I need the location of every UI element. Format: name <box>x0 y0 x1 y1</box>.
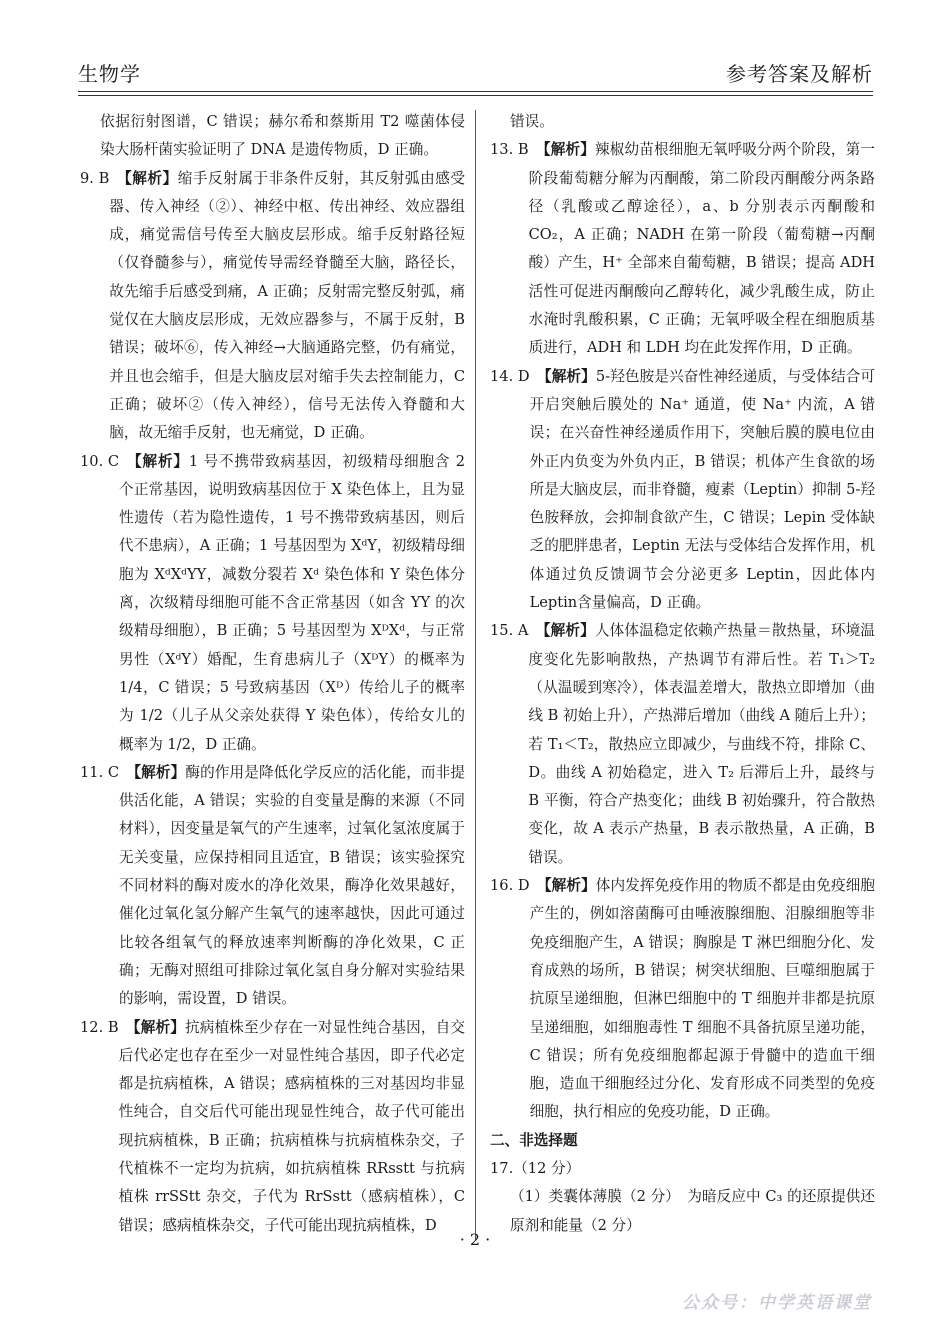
question-10 <box>80 448 465 759</box>
continued-text: 错误。 <box>510 113 554 130</box>
left-column <box>80 108 465 1240</box>
question-body <box>119 448 465 759</box>
analysis-text: 1 号不携带致病基因，初级精母细胞含 2 个正常基因，说明致病基因位于 X 染色体上，且为显性遗传（若为隐性遗传，1 号不携带致病基因，则后代不患病），A 正确；1 号基因型为 XᵈY，初级精母细胞为 XᵈXᵈYY，减数分裂若 Xᵈ 染色体和 Y 染色体分离，次级精母细胞可能不含正常基因（如含 YY 的次级精母细胞），B 正确；5 号基因型为 XᴰXᵈ，与正常男性（XᵈY）婚配，生育患病儿子（XᴰY）的概率为 1/4，C 错误；5 号致病基因（Xᴰ）传给儿子的概率为 1/2（儿子从父亲处获得 Y 染色体），传给女儿的概率为 1/2，D 正确。 <box>119 452 465 753</box>
analysis-text: 酶的作用是降低化学反应的活化能，而非提供活化能，A 错误；实验的自变量是酶的来源（不同材料），因变量是氧气的产生速率，过氧化氢浓度属于无关变量，应保持相同且适宜，B 错误；该实验探究不同材料的酶对废水的净化效果，酶净化效果越好，催化过氧化氢分解产生氧气的速率越快，因此可通过比较各组氧气的释放速率判断酶的净化效果，C 正确；无酶对照组可排除过氧化氢自身分解对实验结果的影响，需设置，D 错误。 <box>119 763 465 1008</box>
analysis-text: 缩手反射属于非条件反射，其反射弧由感受器、传入神经（②）、神经中枢、传出神经、效应器组成，痛觉需信号传至大脑皮层形成。缩手反射路径短（仅脊髓参与），痛觉传导需经脊髓至大脑，路径长，故先缩手后感受到痛，A 正确；反射需完整反射弧，痛觉仅在大脑皮层形成，无效应器参与，不属于反射，B 错误；破坏⑥，传入神经→大脑通路完整，仍有痛觉，并且也会缩手，但是大脑皮层对缩手失去控制能力，C 正确；破坏②（传入神经），信号无法传入脊髓和大脑，故无缩手反射，也无痛觉，D 正确。 <box>109 169 465 442</box>
question-body <box>530 363 875 618</box>
question-11 <box>80 759 465 1014</box>
question-body <box>528 617 875 872</box>
column-divider <box>475 110 476 1240</box>
question-number: 11. C <box>80 763 120 781</box>
analysis-text: 体内发挥免疫作用的物质不都是由免疫细胞产生的，例如溶菌酶可由唾液腺细胞、泪腺细胞等非免疫细胞产生，A 错误；胸腺是 T 淋巴细胞分化、发育成熟的场所，B 错误；树突状细胞、巨噬细胞属于抗原呈递细胞，但淋巴细胞中的 T 细胞并非都是抗原呈递细胞，如细胞毒性 T 细胞不具备抗原呈递功能，C 错误；所有免疫细胞都起源于骨髓中的造血干细胞，造血干细胞经过分化、发育形成不同类型的免疫细胞，执行相应的免疫功能，D 正确。 <box>529 877 875 1121</box>
continued-text: 依据衍射图谱，C 错误；赫尔希和蔡斯用 T2 噬菌体侵染大肠杆菌实验证明了 DNA 是遗传物质，D 正确。 <box>100 113 465 159</box>
question-number: 15. A <box>490 622 529 640</box>
question-number: 13. B <box>490 141 529 159</box>
page-number: · 2 · <box>459 1230 491 1249</box>
analysis-text: 5-羟色胺是兴奋性神经递质，与受体结合可开启突触后膜处的 Na⁺ 通道，使 Na⁺ 内流，A 错误；在兴奋性神经递质作用下，突触后膜的膜电位由外正内负变为外负内正，B 错误；机体产生食欲的场所是大脑皮层，而非脊髓，瘦素（Leptin）抑制 5-羟色胺释放，会抑制食欲产生，C 错误；Lepin 受体缺乏的肥胖患者，Leptin 无法与受体结合发挥作用，机体通过负反馈调节会分泌更多 Leptin，因此体内 Leptin含量偏高，D 正确。 <box>529 367 875 612</box>
subject-title: 生物学 <box>78 62 141 86</box>
question-17-answer-1: （1）类囊体薄膜（2 分） 为暗反应中 C₃ 的还原提供还原剂和能量（2 分） <box>510 1188 875 1234</box>
question-number: 10. C <box>80 452 120 470</box>
watermark: 公众号：中学英语课堂 <box>682 1293 872 1313</box>
question-number: 9. B <box>80 169 110 187</box>
analysis-tag: 【解析】 <box>126 763 186 781</box>
question-number: 12. B <box>80 1018 119 1036</box>
analysis-text: 人体体温稳定依赖产热量＝散热量，环境温度变化先影响散热，产热调节有滞后性。若 T₁＞T₂（从温暖到寒冷），体表温差增大，散热立即增加（曲线 B 初始上升），产热滞后增加（曲线 A 随后上升）；若 T₁＜T₂，散热应立即减少，与曲线不符，排除 C、D。曲线 A 初始稳定，进入 T₂ 后滞后上升，最终与 B 平衡，符合产热变化；曲线 B 初始骤升，符合散热变化，故 A 表示产热量，B 表示散热量，A 正确，B 错误。 <box>528 622 875 866</box>
question-body <box>119 759 465 1014</box>
analysis-tag: 【解析】 <box>535 622 595 640</box>
section-title: 参考答案及解析 <box>726 62 873 86</box>
question-number: 16. D <box>490 877 530 895</box>
question-14 <box>490 363 875 618</box>
analysis-tag: 【解析】 <box>535 141 595 159</box>
question-number: 14. D <box>490 367 530 385</box>
question-body <box>529 136 875 362</box>
header-rule-thin <box>78 95 873 96</box>
analysis-tag: 【解析】 <box>126 452 189 470</box>
question-17-number: 17.（12 分） <box>490 1159 581 1177</box>
analysis-text: 辣椒幼苗根细胞无氧呼吸分两个阶段，第一阶段葡萄糖分解为丙酮酸，第二阶段丙酮酸分两条路径（乳酸或乙醇途径），a、b 分别表示丙酮酸和 CO₂，A 正确；NADH 在第一阶段（葡萄糖→丙酮酸）产生，H⁺ 全部来自葡萄糖，B 错误；提高 ADH 活性可促进丙酮酸向乙醇转化，减少乳酸生成，防止水淹时乳酸积累，C 正确；无氧呼吸全程在细胞质基质进行，ADH 和 LDH 均在此发挥作用，D 正确。 <box>528 141 875 357</box>
question-body <box>119 1014 465 1240</box>
analysis-tag: 【解析】 <box>125 1018 185 1036</box>
right-column <box>490 108 875 1240</box>
question-12 <box>80 1014 465 1240</box>
question-13 <box>490 136 875 362</box>
analysis-text: 抗病植株至少存在一对显性纯合基因，自交后代必定也存在至少一对显性纯合基因，即子代必定都是抗病植株，A 错误；感病植株的三对基因均非显性纯合，自交后代可能出现显性纯合，故子代可能出现抗病植株，B 正确；抗病植株与抗病植株杂交，子代植株不一定均为抗病，如抗病植株 RRsstt 与抗病植株 rrSStt 杂交，子代为 RrSstt（感病植株），C 错误；感病植株杂交，子代可能出现抗病植株，D <box>118 1018 465 1234</box>
question-9 <box>80 165 465 448</box>
header-rule <box>78 91 873 92</box>
question-15 <box>490 617 875 872</box>
page-header <box>78 58 873 90</box>
question-16 <box>490 872 875 1127</box>
analysis-tag: 【解析】 <box>536 367 596 385</box>
question-body <box>530 872 875 1127</box>
analysis-tag: 【解析】 <box>116 169 178 187</box>
question-body <box>109 165 465 448</box>
analysis-tag: 【解析】 <box>536 877 596 895</box>
section-heading: 二、非选择题 <box>490 1131 578 1149</box>
